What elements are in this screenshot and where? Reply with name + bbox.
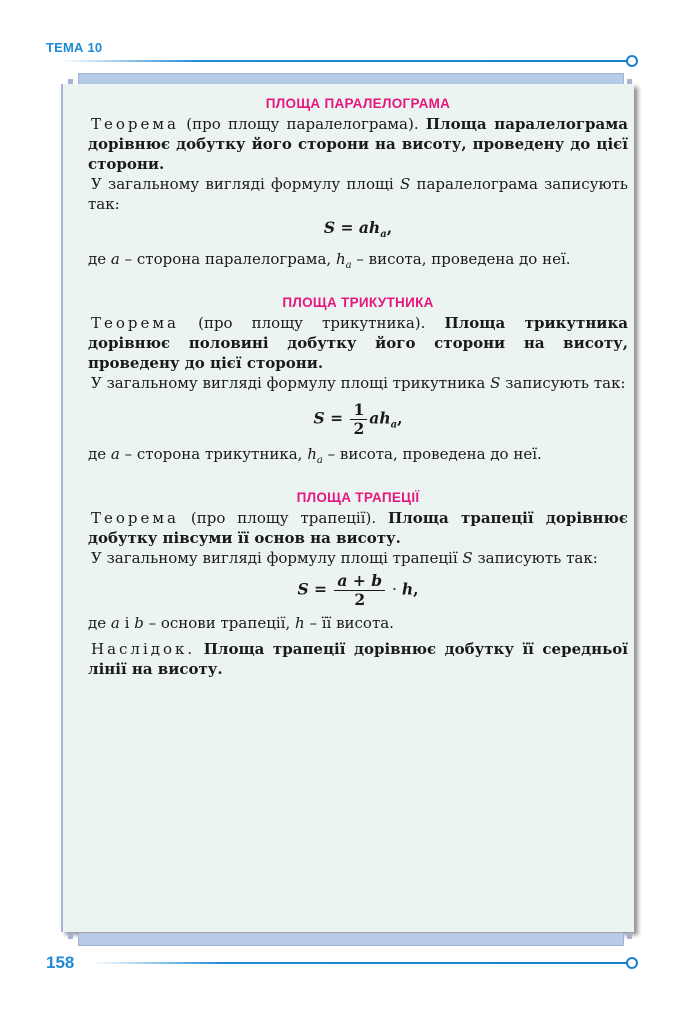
explain-post: – її висота. (304, 614, 394, 632)
panel-corner-nub (627, 933, 632, 939)
explain-pre: де (88, 445, 111, 463)
formula-tail: , (397, 408, 403, 428)
general-text: У загальному вигляді формулу площі трикутника (91, 374, 491, 392)
section-title: ПЛОЩА ТРИКУТНИКА (282, 295, 434, 310)
variable-s: S (399, 175, 411, 193)
var-h-subscript: a (316, 455, 323, 466)
explain-pre: де (88, 614, 111, 632)
general-text-tail: записують так: (472, 549, 598, 567)
var-h: h (335, 250, 346, 268)
explanation (88, 444, 628, 471)
theorem-paragraph (88, 114, 628, 174)
header-rule (58, 60, 628, 62)
formula-subscript: a (390, 419, 398, 431)
formula-tail: , (413, 579, 419, 599)
var-h: h (295, 614, 305, 632)
multiply-dot: · (387, 580, 402, 599)
theorem-statement: Площа трапеції дорівнює добутку півсуми її основ на висоту. (88, 509, 629, 547)
general-text-tail: записують так: (500, 374, 626, 392)
formula-subscript: a (380, 229, 387, 240)
var-a: a (110, 250, 120, 268)
section-parallelogram (88, 94, 628, 276)
panel-bottom-tab (78, 933, 624, 946)
section-trapezoid (88, 488, 628, 679)
formula-triangle (88, 401, 628, 438)
explanation (88, 613, 628, 633)
panel-content (88, 94, 628, 679)
formula-trapezoid (88, 572, 628, 609)
corollary-statement: Площа трапеції дорівнює добутку її середньої лінії на висоту. (88, 640, 628, 678)
formula-lhs: S = (323, 218, 359, 237)
theorem-label: Теорема (91, 115, 180, 133)
theorem-note: (про площу паралелограма). (179, 115, 426, 133)
topic-label: ТЕМА 10 (46, 40, 103, 55)
explain-mid: – сторона трикутника, (119, 445, 308, 463)
explanation (88, 249, 628, 276)
theorem-statement: Площа паралелограма дорівнює добутку його сторони на висоту, проведену до цієї сторони. (88, 115, 628, 173)
general-paragraph (88, 373, 628, 393)
footer-rule (90, 962, 628, 964)
page-number: 158 (46, 953, 75, 972)
general-paragraph (88, 174, 628, 214)
explain-post: – висота, проведена до неї. (351, 250, 571, 268)
theorem-label: Теорема (91, 509, 180, 527)
formula-main: ah (369, 408, 391, 428)
formula-tail: , (386, 218, 393, 237)
fraction-denominator: 2 (354, 590, 366, 609)
corollary-paragraph (88, 639, 628, 679)
formula-main: ah (358, 218, 381, 237)
section-title: ПЛОЩА ТРАПЕЦІЇ (296, 490, 420, 505)
fraction-denominator: 2 (353, 419, 365, 438)
fraction-one-half (350, 401, 367, 438)
footer-rule-end-circle-icon (626, 957, 638, 969)
explain-pre: де (88, 250, 111, 268)
explain-mid: – основи трапеції, (143, 614, 295, 632)
section-title: ПЛОЩА ПАРАЛЕЛОГРАМА (265, 96, 451, 111)
explain-mid: – сторона паралелограма, (119, 250, 336, 268)
general-text-tail: паралелограма записують так: (88, 175, 628, 213)
theorem-paragraph (88, 313, 628, 373)
formula-parallelogram (88, 218, 628, 245)
theorem-note: (про площу трапеції). (179, 509, 388, 527)
var-a: a (110, 614, 120, 632)
var-b: b (134, 614, 144, 632)
formula-lhs: S = (313, 408, 349, 428)
explain-post: – висота, проведена до неї. (322, 445, 542, 463)
corollary-label: Наслідок. (91, 640, 196, 658)
theorem-paragraph (88, 508, 628, 548)
theorem-note: (про площу трикутника). (179, 314, 445, 332)
variable-s: S (462, 549, 473, 567)
explain-and: і (119, 614, 135, 632)
var-h: h (307, 445, 317, 463)
panel-corner-nub (68, 933, 73, 939)
general-text: У загальному вигляді формулу площі трапеції (91, 549, 463, 567)
general-paragraph (88, 548, 628, 568)
formula-lhs: S = (297, 579, 333, 599)
theorem-label: Теорема (91, 314, 180, 332)
section-triangle (88, 293, 628, 471)
formula-main: h (401, 579, 414, 599)
theorem-statement: Площа трикутника дорівнює половині добутку його сторони на висоту, проведену до цієї сторони. (88, 314, 628, 372)
var-a: a (110, 445, 120, 463)
variable-s: S (490, 374, 501, 392)
var-h-subscript: a (345, 260, 352, 271)
fraction-half-sum (334, 572, 385, 609)
general-text: У загальному вигляді формулу площі (91, 175, 400, 193)
fraction-numerator: 1 (350, 401, 367, 420)
fraction-numerator: a + b (334, 572, 385, 591)
header-rule-end-circle-icon (626, 55, 638, 67)
